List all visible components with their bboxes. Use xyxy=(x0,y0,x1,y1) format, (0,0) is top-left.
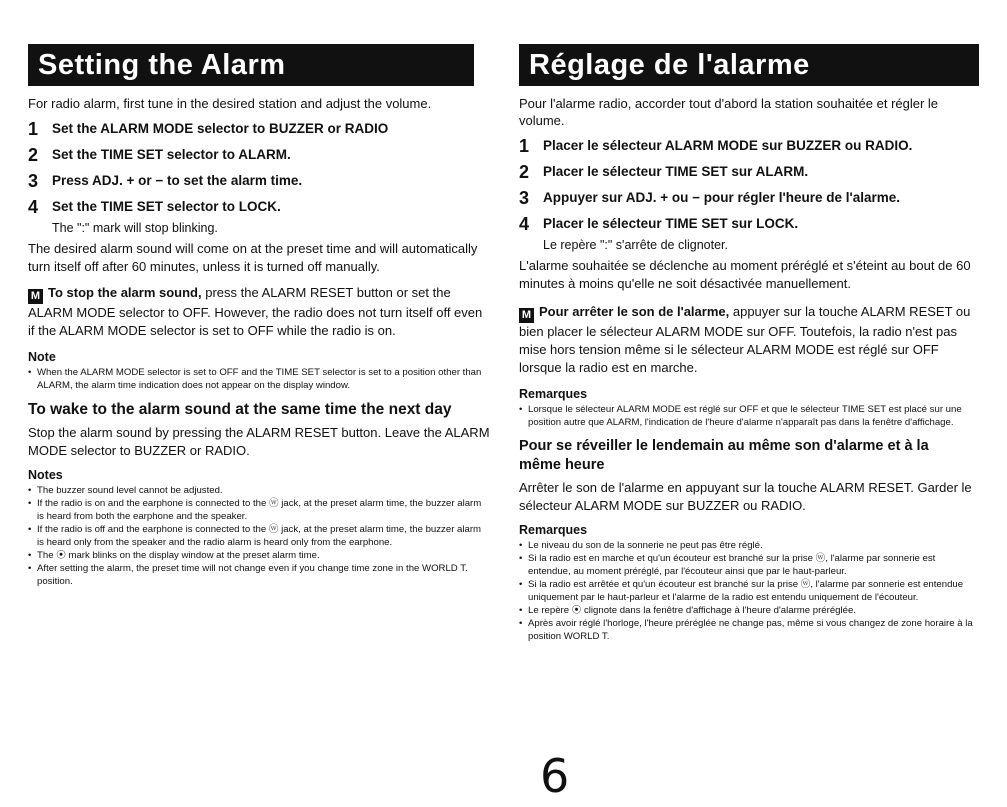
step-note: The ":" mark will stop blinking. xyxy=(52,221,218,235)
alarm-duration-text: The desired alarm sound will come on at the preset time and will automatically turn itself off after 60 minutes, unless it is turned off manually. xyxy=(28,241,478,274)
stop-alarm-text-fr: appuyer sur la touche ALARM RESET ou bien placer le sélecteur ALARM MODE sur OFF. Toutefois, la radio n'est pas mise hors tension même si le sélecteur ALARM MODE est réglé sur OFF lorsque la radio est en marche. xyxy=(519,304,971,375)
mode-icon: M xyxy=(519,308,534,323)
step-text: Appuyer sur ADJ. + ou − pour régler l'heure de l'alarme. xyxy=(543,190,901,205)
note-item: • When the ALARM MODE selector is set to OFF and the TIME SET selector is set to a position other than ALARM, the alarm time indication does not appear on the display window. xyxy=(28,366,490,392)
step-number: 1 xyxy=(519,136,530,156)
note-item: • The buzzer sound level cannot be adjusted. xyxy=(28,484,490,497)
step-3 xyxy=(28,170,490,192)
mode-icon: M xyxy=(28,289,43,304)
notes-heading-fr: Remarques xyxy=(519,523,588,537)
wake-next-day-heading: To wake to the alarm sound at the same time the next day xyxy=(28,401,452,418)
notes-heading: Notes xyxy=(28,468,63,482)
intro-text: For radio alarm, first tune in the desired station and adjust the volume. xyxy=(28,96,432,111)
step-number: 2 xyxy=(28,145,39,165)
step-3-fr xyxy=(519,187,973,209)
steps-list-fr xyxy=(519,135,973,235)
stop-alarm-text: press the ALARM RESET button or set the ALARM MODE selector to OFF. However, the radio does not turn itself off even if the ALARM MODE selector is set to OFF while the radio is on. xyxy=(28,285,483,338)
stop-alarm-paragraph-fr xyxy=(519,303,973,377)
step-text: Press ADJ. + or − to set the alarm time. xyxy=(52,173,303,188)
step-number: 2 xyxy=(519,162,530,182)
note-item: • Lorsque le sélecteur ALARM MODE est réglé sur OFF et que le sélecteur TIME SET est placé sur une position autre que ALARM, l'indication de l'heure d'alarme n'apparaît pas dans la fenêtre d'affichage. xyxy=(519,403,973,429)
note-item: • The ⦿ mark blinks on the display window at the preset alarm time. xyxy=(28,549,490,562)
step-text: Placer le sélecteur ALARM MODE sur BUZZER ou RADIO. xyxy=(543,138,913,153)
english-column xyxy=(28,44,490,596)
note-list-fr xyxy=(519,403,973,429)
note-item: • Le repère ⦿ clignote dans la fenêtre d'affichage à l'heure d'alarme préréglée. xyxy=(519,604,973,617)
step-2 xyxy=(28,144,490,166)
note-item: • If the radio is off and the earphone is connected to the ⓦ jack, at the preset alarm time, the buzzer alarm is heard only from the speaker and the radio alarm is heard only from the earphone. xyxy=(28,523,490,549)
step-text: Set the TIME SET selector to LOCK. xyxy=(52,199,281,214)
step-number: 1 xyxy=(28,119,39,139)
page-title-fr: Réglage de l'alarme xyxy=(519,44,979,86)
note-item: • After setting the alarm, the preset time will not change even if you change time zone in the WORLD T. position. xyxy=(28,562,490,588)
steps-list xyxy=(28,118,490,218)
note-list xyxy=(28,366,490,392)
note-item: • Si la radio est arrêtée et qu'un écouteur est branché sur la prise ⓦ, l'alarme par sonnerie est entendue uniquement par le haut-parleur et l'alarme de la radio est entendu uniquement de l'écouteur. xyxy=(519,578,973,604)
step-number: 4 xyxy=(519,214,530,234)
step-text: Set the TIME SET selector to ALARM. xyxy=(52,147,291,162)
step-4-fr xyxy=(519,213,973,235)
step-2-fr xyxy=(519,161,973,183)
step-number: 3 xyxy=(28,171,39,191)
wake-next-day-heading-fr: Pour se réveiller le lendemain au même son d'alarme et à la même heure xyxy=(519,438,929,473)
step-1-fr xyxy=(519,135,973,157)
step-4 xyxy=(28,196,490,218)
note-item: • Après avoir réglé l'horloge, l'heure préréglée ne change pas, même si vous changez de zone horaire à la position WORLD T. xyxy=(519,617,973,643)
page-title: Setting the Alarm xyxy=(28,44,474,86)
step-text: Placer le sélecteur TIME SET sur LOCK. xyxy=(543,216,799,231)
intro-text-fr: Pour l'alarme radio, accorder tout d'abord la station souhaitée et régler le volume. xyxy=(519,96,939,128)
page-number: 6 xyxy=(540,749,570,803)
stop-alarm-heading-fr: Pour arrêter le son de l'alarme, xyxy=(539,304,730,319)
step-number: 4 xyxy=(28,197,39,217)
wake-next-day-text: Stop the alarm sound by pressing the ALARM RESET button. Leave the ALARM MODE selector to BUZZER or RADIO. xyxy=(28,425,490,458)
french-column xyxy=(519,44,973,651)
notes-list xyxy=(28,484,490,588)
note-heading: Note xyxy=(28,350,56,364)
step-note-fr: Le repère ":" s'arrête de clignoter. xyxy=(543,238,728,252)
note-heading-fr: Remarques xyxy=(519,387,588,401)
step-text: Placer le sélecteur TIME SET sur ALARM. xyxy=(543,164,809,179)
note-item: • Si la radio est en marche et qu'un écouteur est branché sur la prise ⓦ, l'alarme par sonnerie est entendue, au moment préréglé, par l'écouteur ainsi que par le haut-parleur. xyxy=(519,552,973,578)
notes-list-fr xyxy=(519,539,973,643)
stop-alarm-paragraph xyxy=(28,284,490,340)
wake-next-day-text-fr: Arrêter le son de l'alarme en appuyant sur la touche ALARM RESET. Garder le sélecteur ALARM MODE sur BUZZER ou RADIO. xyxy=(519,480,972,513)
note-item: • Le niveau du son de la sonnerie ne peut pas être réglé. xyxy=(519,539,973,552)
step-number: 3 xyxy=(519,188,530,208)
step-text: Set the ALARM MODE selector to BUZZER or RADIO xyxy=(52,121,389,136)
alarm-duration-text-fr: L'alarme souhaitée se déclenche au moment préréglé et s'éteint au bout de 60 minutes à moins qu'elle ne soit désactivée manuellement. xyxy=(519,258,971,291)
note-item: • If the radio is on and the earphone is connected to the ⓦ jack, at the preset alarm time, the buzzer alarm is heard from both the earphone and the speaker. xyxy=(28,497,490,523)
stop-alarm-heading: To stop the alarm sound, xyxy=(48,285,202,300)
step-1 xyxy=(28,118,490,140)
